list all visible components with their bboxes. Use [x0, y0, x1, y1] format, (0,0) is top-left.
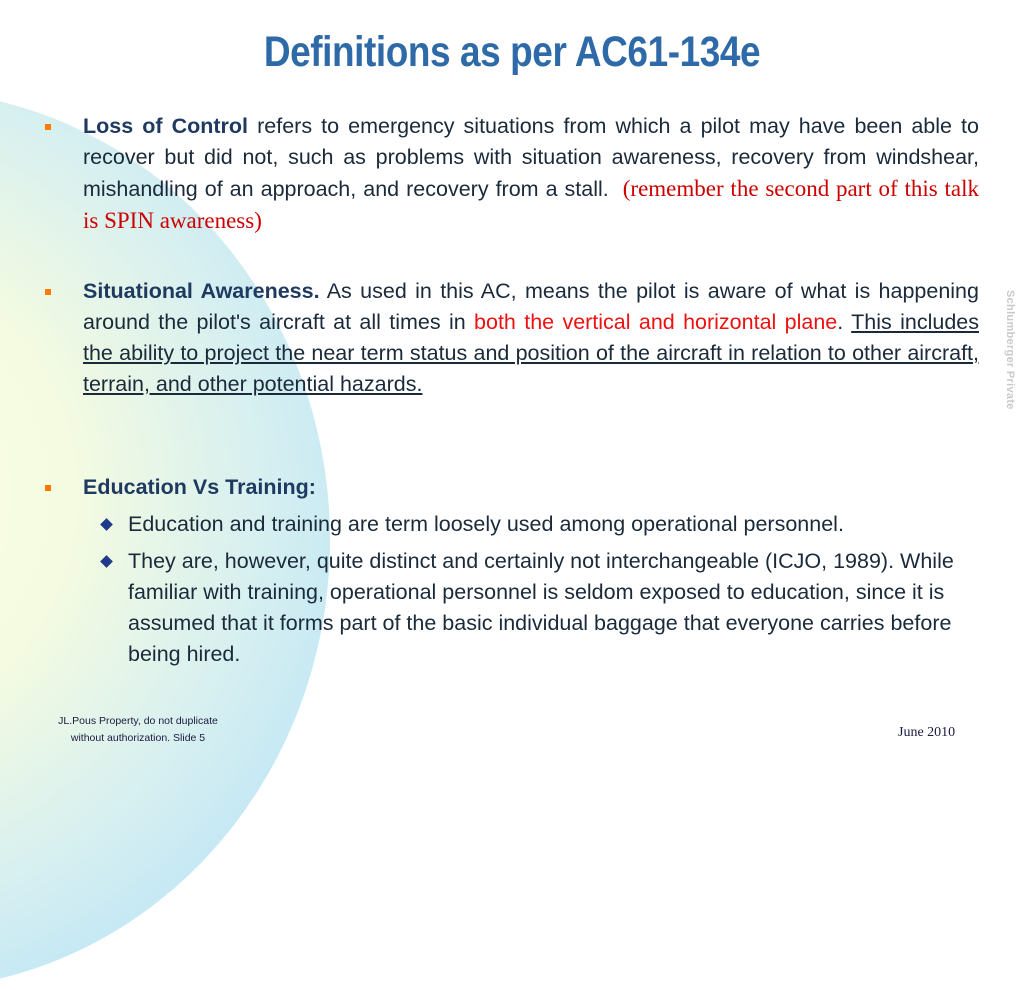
bullet-education-vs-training — [83, 472, 979, 503]
diamond-bullet-icon — [100, 555, 113, 568]
sub-bullet-item — [128, 546, 988, 670]
definition-text: As used in this AC, means the pilot is aware of what is happening around the pilot's aircraft at all times in — [83, 279, 979, 334]
underlined-text: This includes the ability to project the near term status and position of the aircraft in relation to other aircraft, terrain, and other potential hazards. — [83, 310, 980, 396]
side-watermark-label: Schlumberger Private — [1004, 290, 1016, 410]
footer-line-2: without authorization. Slide 5 — [70, 732, 206, 744]
bullet-heading: Education Vs Training: — [83, 475, 316, 499]
footer-date: June 2010 — [898, 725, 956, 740]
bullet-loss-of-control — [83, 111, 979, 237]
bullet-paragraph — [83, 276, 979, 400]
annotation-note: (remember the second part of this talk is SPIN awareness) — [83, 176, 979, 233]
sub-bullet-item — [128, 509, 988, 540]
definition-text: refers to emergency situations from which a pilot may have been able to recover but did not, such as problems with situation awareness, recovery from windshear, mishandling of an approach, and recovery from a stall. — [83, 114, 979, 201]
slide-title: Definitions as per AC61-134e — [263, 28, 761, 76]
separator-text: . — [837, 310, 852, 334]
highlighted-text: both the vertical and horizontal plane — [474, 310, 838, 334]
sub-bullet-text: Education and training are term loosely used among operational personnel. — [128, 512, 844, 536]
sub-bullet-list — [128, 509, 988, 670]
square-bullet-icon — [45, 124, 51, 130]
diamond-bullet-icon — [100, 518, 113, 531]
term-label: Situational Awareness. — [83, 279, 320, 303]
square-bullet-icon — [45, 485, 51, 491]
footer-line-1: JL.Pous Property, do not duplicate — [58, 715, 218, 727]
bullet-paragraph — [83, 111, 979, 237]
sub-bullet-text: They are, however, quite distinct and certainly not interchangeable (ICJO, 1989). While familiar with training, operational personnel is seldom exposed to education, since it is assumed that it forms part of the basic individual baggage that everyone carries before being hired. — [128, 549, 954, 666]
term-label: Loss of Control — [83, 114, 249, 138]
footer-copyright — [38, 713, 238, 747]
square-bullet-icon — [45, 289, 51, 295]
bullet-situational-awareness — [83, 276, 979, 400]
